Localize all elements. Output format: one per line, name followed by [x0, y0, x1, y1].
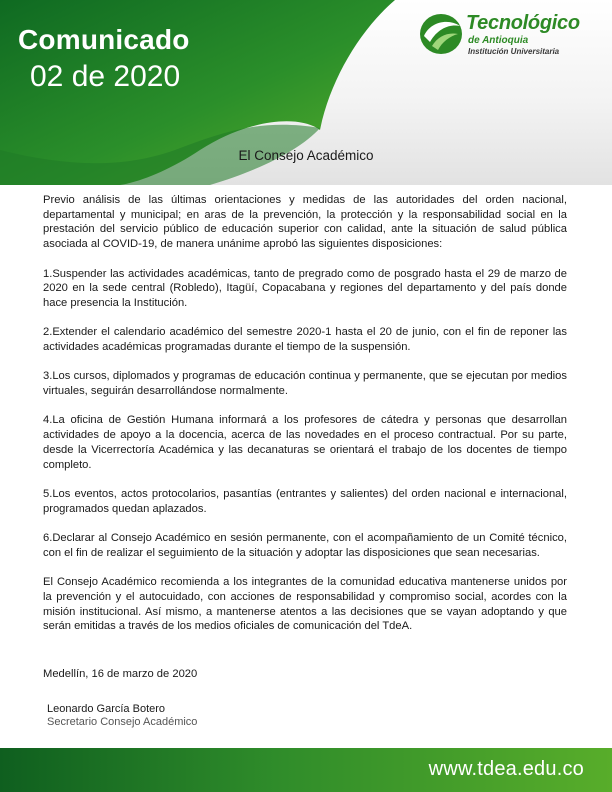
signature-role: Secretario Consejo Académico	[47, 716, 198, 728]
intro-paragraph: Previo análisis de las últimas orientaciones y medidas de las autoridades del orden nacional, departamental y municipal; en aras de la prevención, la protección y la responsabilidad social en la prestación del servicio público de educación superior con calidad, ante la situación de salud pública asociada al COVID-19, de manera unánime aprobó las siguientes disposiciones:	[43, 194, 567, 251]
institution-logo	[418, 8, 608, 58]
list-item: 6.Declarar al Consejo Académico en sesión permanente, con el acompañamiento de un Comité técnico, con el fin de realizar el seguimiento de la situación y adoptar las disposiciones que sean necesarias.	[43, 532, 567, 559]
signature-name: Leonardo García Botero	[47, 703, 166, 715]
document-title: El Consejo Académico	[238, 148, 374, 163]
list-item: 5.Los eventos, actos protocolarios, pasantías (entrantes y salientes) del orden nacional e internacional, programados quedan aplazados.	[43, 487, 567, 515]
communique-number: 02 de 2020	[30, 60, 181, 93]
website-link[interactable]: www.tdea.edu.co	[428, 758, 584, 780]
list-item: 2.Extender el calendario académico del semestre 2020-1 hasta el 20 de junio, con el fin de reponer las actividades académicas programadas durante el tiempo de la suspensión.	[43, 326, 567, 353]
list-item: 1.Suspender las actividades académicas, tanto de pregrado como de posgrado hasta el 29 de marzo de 2020 en la sede central (Robledo), Itagüí, Copacabana y regiones del departamento y del país donde hace presencia la Institución.	[43, 267, 567, 309]
logo-subtitle: de Antioquia	[468, 35, 529, 46]
logo-name: Tecnológico	[466, 12, 580, 34]
list-item: 3.Los cursos, diplomados y programas de educación continua y permanente, que se ejecutan por medios virtuales, seguirán desarrollándose normalmente.	[43, 370, 567, 398]
logo-tagline: Institución Universitaria	[468, 47, 560, 56]
document-body	[43, 193, 567, 634]
page-title: Comunicado	[18, 24, 190, 55]
list-item: 4.La oficina de Gestión Humana informará a los profesores de cátedra y personas que desarrollan actividades de apoyo a la docencia, acerca de las novedades en el proceso contractual. Por su parte, desde la Vicerrectoría Académica y las decanaturas se orientará el trabajo de los docentes de tiempo completo.	[43, 414, 567, 471]
place-date: Medellín, 16 de marzo de 2020	[43, 668, 198, 680]
tdea-logo-icon	[418, 12, 464, 56]
closing-paragraph: El Consejo Académico recomienda a los integrantes de la comunidad educativa mantenerse unidos por la prevención y el autocuidado, con acciones de responsabilidad y compromiso social, acordes con la misión institucional. Así mismo, a mantenerse atentos a las decisiones que se vayan adoptando y que serán emitidas a través de los medios oficiales de comunicación del TdeA.	[43, 576, 567, 633]
footer-band	[0, 748, 612, 792]
